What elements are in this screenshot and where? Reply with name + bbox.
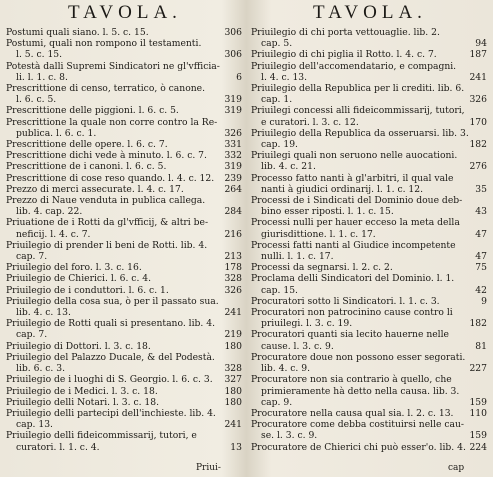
entry-text-line: Prezzo di merci assecurate. l. 4. c. 17.: [6, 183, 184, 195]
entry-text-line: Priuilegio del foro. l. 3. c. 16.: [6, 262, 142, 274]
entry-text-line: cap. 5.: [261, 38, 293, 50]
entry-text-line: l. 6. c. 5.: [16, 94, 57, 106]
entry-text-line: Priuilegio delli partecipi dell'inchieste. lib. 4.: [6, 407, 216, 419]
entry-text-line: Priuilegio di Dottori. l. 3. c. 18.: [6, 340, 151, 352]
index-entry: [251, 352, 489, 374]
entry-text-line: Processi nulli per hauer ecceso la meta della: [251, 217, 460, 229]
index-entry: [6, 430, 244, 452]
index-entry: [251, 128, 489, 150]
right-column: [251, 0, 489, 453]
entry-page-number: 331: [224, 139, 242, 151]
entry-text-line: curatori. l. 1. c. 4.: [16, 441, 100, 453]
entry-text-line: Priuilegio de i conduttori. l. 6. c. 1.: [6, 284, 169, 296]
entry-page-number: 319: [224, 161, 242, 173]
index-entry: [6, 105, 244, 116]
entry-page-number: 327: [224, 374, 242, 386]
entry-page-number: 110: [469, 407, 487, 419]
index-entry: [251, 240, 489, 262]
entry-text-line: Priuilegio del Palazzo Ducale, & del Podestà.: [6, 351, 215, 363]
right-catchword: cap: [448, 463, 465, 473]
index-entry: [6, 195, 244, 217]
index-entry: [251, 105, 489, 127]
entry-text-line: Priuilegio de i Medici. l. 3. c. 18.: [6, 385, 158, 397]
index-entry: [251, 27, 489, 49]
entry-page-number: 6: [236, 71, 242, 83]
entry-text-line: Potestà dalli Supremi Sindicatori ne gl'vfficia-: [6, 60, 220, 72]
index-entry: [6, 139, 244, 150]
entry-page-number: 43: [475, 206, 487, 218]
index-entry: [251, 408, 489, 419]
entry-text-line: Proclama delli Sindicatori del Dominio. l. 1.: [251, 273, 455, 285]
index-entry: [6, 240, 244, 262]
entry-text-line: Prescrittione de i canoni. l. 6. c. 5.: [6, 161, 167, 173]
index-entry: [6, 408, 244, 430]
entry-page-number: 187: [469, 49, 487, 61]
entry-page-number: 213: [224, 251, 242, 263]
entry-text-line: se. l. 3. c. 9.: [261, 430, 318, 442]
index-entry: [6, 296, 244, 318]
entry-text-line: Prezzo di Naue venduta in publica callega.: [6, 195, 206, 207]
entry-page-number: 224: [469, 441, 487, 453]
entry-text-line: l. 5. c. 15.: [16, 49, 63, 61]
entry-page-number: 178: [224, 262, 242, 274]
entry-page-number: 170: [469, 116, 487, 128]
entry-text-line: Procuratore de Chierici chi può esser'o. lib. 4.: [251, 441, 466, 453]
entry-text-line: Postumi, quali non rompono il testamenti.: [6, 38, 202, 50]
entry-page-number: 319: [224, 105, 242, 117]
entry-text-line: Prescrittione di cose reso quando. l. 4. c. 12.: [6, 172, 215, 184]
entry-text-line: Priuilegio delli Notari. l. 3. c. 18.: [6, 396, 160, 408]
index-entry: [6, 285, 244, 296]
entry-text-line: li. l. 1. c. 8.: [16, 71, 68, 83]
entry-page-number: 328: [224, 273, 242, 285]
entry-page-number: 264: [224, 183, 242, 195]
right-entries: [251, 27, 489, 453]
entry-text-line: Priuilegi concessi alli fideicommissarij, tutori,: [251, 105, 465, 117]
entry-page-number: 180: [224, 385, 242, 397]
entry-text-line: Prescrittione delle piggioni. l. 6. c. 5.: [6, 105, 179, 117]
entry-text-line: Priuilegi quali non seruono nelle auocationi.: [251, 150, 458, 162]
entry-text-line: nulli. l. 1. c. 17.: [261, 251, 334, 263]
entry-text-line: neficij. l. 4. c. 7.: [16, 228, 91, 240]
entry-page-number: 241: [224, 307, 242, 319]
entry-page-number: 35: [475, 183, 487, 195]
entry-text-line: Priuilegio della Republica da osseruarsi. lib. 3.: [251, 127, 469, 139]
entry-text-line: Priuilegio di chi porta vettouaglie. lib. 2.: [251, 27, 440, 38]
entry-text-line: Priuilegio della Republica per li crediti. lib. 6.: [251, 83, 465, 95]
index-entry: [251, 61, 489, 83]
entry-text-line: lib. 4. c. 9.: [261, 363, 311, 375]
index-entry: [6, 38, 244, 60]
entry-text-line: cap. 13.: [16, 419, 53, 431]
entry-page-number: 13: [230, 441, 242, 453]
entry-text-line: Priuilegio de i luoghi di S. Georgio. l. 6. c. 3.: [6, 374, 213, 386]
entry-page-number: 306: [224, 49, 242, 61]
entry-text-line: cap. 7.: [16, 251, 48, 263]
entry-page-number: 239: [224, 172, 242, 184]
entry-text-line: cap. 19.: [261, 139, 298, 151]
entry-text-line: nanti à giudici ordinarij. l. 1. c. 12.: [261, 183, 424, 195]
entry-page-number: 47: [475, 251, 487, 263]
entry-text-line: cap. 15.: [261, 284, 298, 296]
entry-page-number: 42: [475, 284, 487, 296]
index-entry: [251, 83, 489, 105]
index-entry: [6, 273, 244, 284]
entry-text-line: Processi fatti nanti al Giudice incompetente: [251, 239, 456, 251]
index-entry: [6, 262, 244, 273]
entry-page-number: 180: [224, 396, 242, 408]
index-entry: [6, 318, 244, 340]
entry-text-line: lib. 4. cap. 22.: [16, 206, 83, 218]
entry-page-number: 227: [469, 363, 487, 375]
entry-text-line: priuilegi. l. 3. c. 19.: [261, 318, 353, 330]
index-entry: [6, 117, 244, 139]
entry-text-line: lib. 6. c. 3.: [16, 363, 66, 375]
entry-text-line: Procuratori non patrocinino cause contro li: [251, 307, 453, 319]
entry-page-number: 319: [224, 94, 242, 106]
entry-page-number: 276: [469, 161, 487, 173]
entry-page-number: 159: [469, 396, 487, 408]
entry-page-number: 182: [469, 318, 487, 330]
entry-page-number: 326: [469, 94, 487, 106]
index-entry: [6, 374, 244, 385]
entry-text-line: Postumi quali siano. l. 5. c. 15.: [6, 27, 149, 38]
entry-text-line: Procuratore non sia contrario à quello, che: [251, 374, 452, 386]
entry-text-line: Prescrittione la quale non corre contro la Re-: [6, 116, 218, 128]
index-entry: [251, 49, 489, 60]
entry-text-line: Procuratore nella causa qual sia. l. 2. c. 13.: [251, 407, 454, 419]
index-entry: [251, 262, 489, 273]
index-entry: [251, 442, 489, 453]
entry-text-line: Priuilegio de Rotti quali si presentano. lib. 4.: [6, 318, 216, 330]
entry-text-line: Procuratore doue non possono esser segorati.: [251, 351, 466, 363]
entry-page-number: 180: [224, 340, 242, 352]
entry-text-line: cap. 1.: [261, 94, 293, 106]
entry-page-number: 9: [481, 295, 487, 307]
entry-page-number: 75: [475, 262, 487, 274]
entry-text-line: Procuratore come debba costituirsi nelle cau-: [251, 419, 465, 431]
entry-text-line: Priuilegio de Chierici. l. 6. c. 4.: [6, 273, 152, 285]
entry-text-line: Processo fatto nanti à gl'arbitri, il qual vale: [251, 172, 454, 184]
index-entry: [6, 184, 244, 195]
index-entry: [251, 296, 489, 307]
entry-page-number: 81: [475, 340, 487, 352]
entry-page-number: 328: [224, 363, 242, 375]
entry-text-line: primieramente hà detto nella causa. lib. 3.: [261, 385, 460, 397]
entry-text-line: Procuratori sotto li Sindicatori. l. 1. c. 3.: [251, 295, 440, 307]
entry-page-number: 47: [475, 228, 487, 240]
entry-text-line: Priuilegio della cosa sua, ò per il passato sua.: [6, 295, 219, 307]
entry-text-line: publica. l. 6. c. 1.: [16, 127, 97, 139]
entry-text-line: cause. l. 3. c. 9.: [261, 340, 334, 352]
index-entry: [6, 352, 244, 374]
index-entry: [6, 83, 244, 105]
entry-text-line: Priuilegio delli fideicommissarij, tutori, e: [6, 430, 197, 442]
entry-text-line: lib. 4. c. 21.: [261, 161, 316, 173]
left-catchword: Priui-: [196, 463, 221, 473]
entry-page-number: 284: [224, 206, 242, 218]
entry-page-number: 182: [469, 139, 487, 151]
entry-text-line: Priuatione de i Rotti da gl'vfficij, & altri be-: [6, 217, 209, 229]
index-entry: [251, 419, 489, 441]
index-entry: [6, 27, 244, 38]
entry-page-number: 306: [224, 27, 242, 38]
entry-page-number: 326: [224, 127, 242, 139]
entry-text-line: cap. 9.: [261, 396, 293, 408]
index-entry: [6, 341, 244, 352]
entry-page-number: 241: [469, 71, 487, 83]
index-entry: [6, 150, 244, 161]
left-entries: [6, 27, 244, 453]
entry-text-line: cap. 7.: [16, 329, 48, 341]
entry-text-line: bino esser riposti. l. 1. c. 15.: [261, 206, 394, 218]
index-entry: [6, 386, 244, 397]
entry-page-number: 94: [475, 38, 487, 50]
entry-text-line: l. 4. c. 13.: [261, 71, 308, 83]
index-entry: [251, 173, 489, 195]
index-entry: [6, 397, 244, 408]
index-entry: [251, 307, 489, 329]
index-entry: [251, 273, 489, 295]
entry-page-number: 159: [469, 430, 487, 442]
entry-text-line: Processi da segnarsi. l. 2. c. 2.: [251, 262, 393, 274]
left-page-title: TAVOLA.: [68, 2, 182, 23]
index-entry: [6, 173, 244, 184]
index-entry: [251, 150, 489, 172]
entry-text-line: Procuratori quanti sia lecito hauerne nelle: [251, 329, 449, 341]
index-entry: [6, 217, 244, 239]
entry-text-line: Processi de i Sindicati del Dominio doue deb-: [251, 195, 463, 207]
entry-text-line: Priuilegio dell'accomendatario, e compagni.: [251, 60, 457, 72]
index-entry: [6, 161, 244, 172]
entry-text-line: Priuilegio di prender li beni de Rotti. lib. 4.: [6, 239, 208, 251]
entry-page-number: 216: [224, 228, 242, 240]
entry-page-number: 326: [224, 284, 242, 296]
entry-text-line: Prescrittione dichi vede à minuto. l. 6. c. 7.: [6, 150, 207, 162]
left-column: [6, 0, 244, 453]
entry-text-line: Prescrittione delle opere. l. 6. c. 7.: [6, 139, 168, 151]
entry-page-number: 219: [224, 329, 242, 341]
entry-text-line: Prescrittione di censo, terratico, ò canone.: [6, 83, 205, 95]
index-entry: [251, 195, 489, 217]
right-page-title: TAVOLA.: [313, 2, 427, 23]
entry-text-line: e curatori. l. 3. c. 12.: [261, 116, 359, 128]
entry-text-line: giurisdittione. l. 1. c. 17.: [261, 228, 376, 240]
entry-page-number: 241: [224, 419, 242, 431]
index-entry: [251, 329, 489, 351]
entry-page-number: 332: [224, 150, 242, 162]
entry-text-line: Priuilegio di chi piglia il Rotto. l. 4. c. 7.: [251, 49, 437, 61]
index-entry: [251, 217, 489, 239]
index-entry: [251, 374, 489, 408]
entry-text-line: lib. 4. c. 13.: [16, 307, 71, 319]
index-entry: [6, 61, 244, 83]
